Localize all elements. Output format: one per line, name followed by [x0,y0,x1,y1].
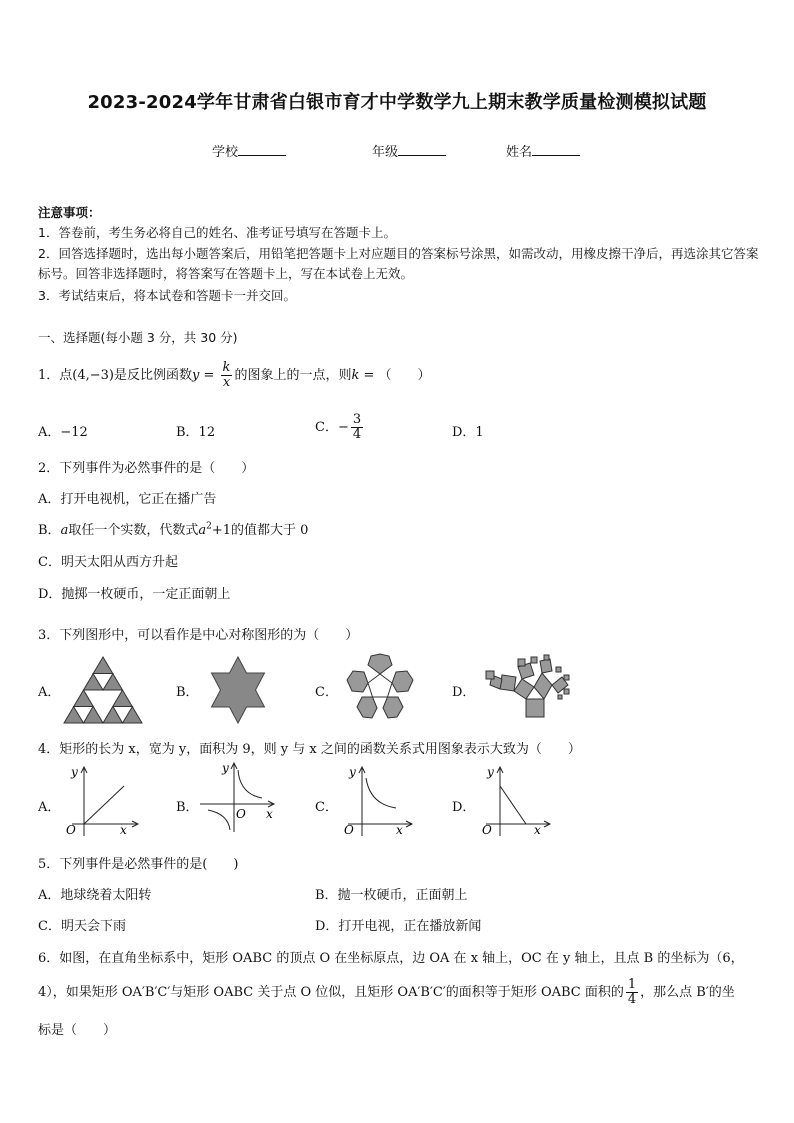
grade-field [372,141,446,160]
q1-fraction [221,361,233,389]
six-pointed-star-figure [205,655,271,725]
q2-b-post: 的值都大于 0 [231,523,309,538]
graph-b-origin-label: O [236,807,246,821]
q3-label-c[interactable]: C． [315,685,338,700]
graph-a-y-label: y [71,765,78,779]
q1-y: y [192,368,200,383]
sierpinski-triangle-figure [62,655,144,725]
section-heading: 一、选择题(每小题 3 分，共 30 分) [38,330,238,345]
question-6-line-1: 6．如图，在直角坐标系中，矩形 OABC 的顶点 O 在坐标原点，边 OA 在 x 轴上，OC 在 y 轴上，且点 B 的坐标为（6， [38,951,744,966]
graph-b-x-label: x [266,807,273,821]
q6-line2-post: ，那么点 B′的坐 [640,985,735,1000]
graph-d-decreasing-line [478,764,556,836]
q5-option-d[interactable]: D．打开电视，正在播放新闻 [315,919,482,934]
q1-eq: = [199,368,219,383]
school-blank[interactable] [238,145,286,156]
q3-label-b[interactable]: B． [176,685,199,700]
name-blank[interactable] [532,145,580,156]
q2-b-mid: 取任一个实数，代数式 [68,523,199,538]
q1-pre: 1．点 [38,368,73,383]
page-title: 2023-2024学年甘肃省白银市育才中学数学九上期末教学质量检测模拟试题 [87,92,707,113]
q1-tail: = （ ） [359,368,431,383]
q6-line2-pre: 4），如果矩形 OA′B′C′与矩形 OABC 关于点 O 位似，且矩形 OA′B′C′的面积等于矩形 OABC 面积的 [38,985,624,1000]
graph-b-y-label: y [222,761,229,775]
question-5-stem: 5．下列事件是必然事件的是( ) [38,857,239,872]
q5-option-a[interactable]: A．地球绕着太阳转 [38,888,152,903]
graph-a-x-label: x [120,823,127,837]
q1-mid: 是反比例函数 [114,368,193,383]
q1-post: 的图象上的一点，则 [234,368,352,383]
q2-option-b[interactable] [38,519,308,538]
q1-frac-den: x [222,375,231,390]
grade-blank[interactable] [398,145,446,156]
grade-label: 年级 [372,145,399,160]
q4-label-c[interactable]: C． [315,800,338,815]
q1-frac-num: k [222,360,231,376]
pentagon-squares-figure [343,652,417,722]
q1-kvar: k [351,368,360,383]
q1-c-num: 3 [352,412,362,428]
graph-a-origin-label: O [66,823,76,837]
q4-label-b[interactable]: B． [176,800,199,815]
notice-item-1: 1．答卷前，考生务必将自己的姓名、准考证号填写在答题卡上。 [38,225,396,240]
q3-label-a[interactable]: A． [38,685,61,700]
notice-heading: 注意事项： [38,205,101,220]
q1-c-den: 4 [352,427,362,442]
q4-label-a[interactable]: A． [38,800,61,815]
q1-point: (4,−3) [72,368,114,383]
q6-frac-num: 1 [627,977,637,993]
q4-label-d[interactable]: D． [452,800,476,815]
graph-d-origin-label: O [482,823,492,837]
graph-c-origin-label: O [344,823,354,837]
q1-option-c[interactable] [315,408,365,448]
q1-option-d[interactable]: D．1 [452,425,484,440]
q2-b-expr-a: a [198,523,207,538]
q6-frac-den: 4 [627,992,637,1007]
q5-option-c[interactable]: C．明天会下雨 [38,919,126,934]
graph-d-y-label: y [487,765,494,779]
graph-d-x-label: x [534,823,541,837]
q2-option-d[interactable]: D．抛掷一枚硬币，一定正面朝上 [38,587,231,602]
name-field [506,141,580,160]
school-field [212,141,286,160]
q6-fraction [626,978,638,1006]
q1-option-c-label: C．− [315,420,349,435]
question-6-line-3: 标是（ ） [38,1023,117,1038]
graph-c-x-label: x [396,823,403,837]
question-6-line-2 [38,972,735,1014]
q2-b-var: a [60,523,69,538]
q2-option-c[interactable]: C．明天太阳从西方升起 [38,555,178,570]
q5-option-b[interactable]: B．抛一枚硬币，正面朝上 [315,888,468,903]
q2-option-a[interactable]: A．打开电视机，它正在播广告 [38,492,217,507]
q1-option-a[interactable]: A．−12 [38,425,88,440]
q1-option-c-fraction [351,413,363,441]
pythagoras-tree-figure [478,655,573,723]
question-1-stem [38,356,431,396]
question-4-stem: 4．矩形的长为 x，宽为 y，面积为 9，则 y 与 x 之间的函数关系式用图象表示大致为（ ） [38,742,581,757]
q2-b-sup: 2 [206,521,212,532]
q2-b-pre: B． [38,523,61,538]
notice-item-3: 3．考试结束后，将本试卷和答题卡一并交回。 [38,288,296,303]
graph-c-y-label: y [349,765,356,779]
q1-option-b[interactable]: B．12 [176,425,216,440]
notice-item-2: 2．回答选择题时，选出每小题答案后，用铅笔把答题卡上对应题目的答案标号涂黑，如需改动，用橡皮擦干净后，再选涂其它答案标号。回答非选择题时，将答案写在答题卡上，写在本试卷上无效。 [38,246,759,281]
question-3-stem: 3．下列图形中，可以看作是中心对称图形的为（ ） [38,628,359,643]
school-label: 学校 [212,145,239,160]
q3-label-d[interactable]: D． [452,685,476,700]
q2-b-expr-rest: +1 [211,523,232,538]
name-label: 姓名 [506,145,533,160]
question-2-stem: 2．下列事件为必然事件的是（ ） [38,461,255,476]
graph-a-linear [62,764,140,836]
graph-c-hyperbola-one-branch [340,764,418,836]
graph-b-hyperbola-two-branches [198,760,278,832]
